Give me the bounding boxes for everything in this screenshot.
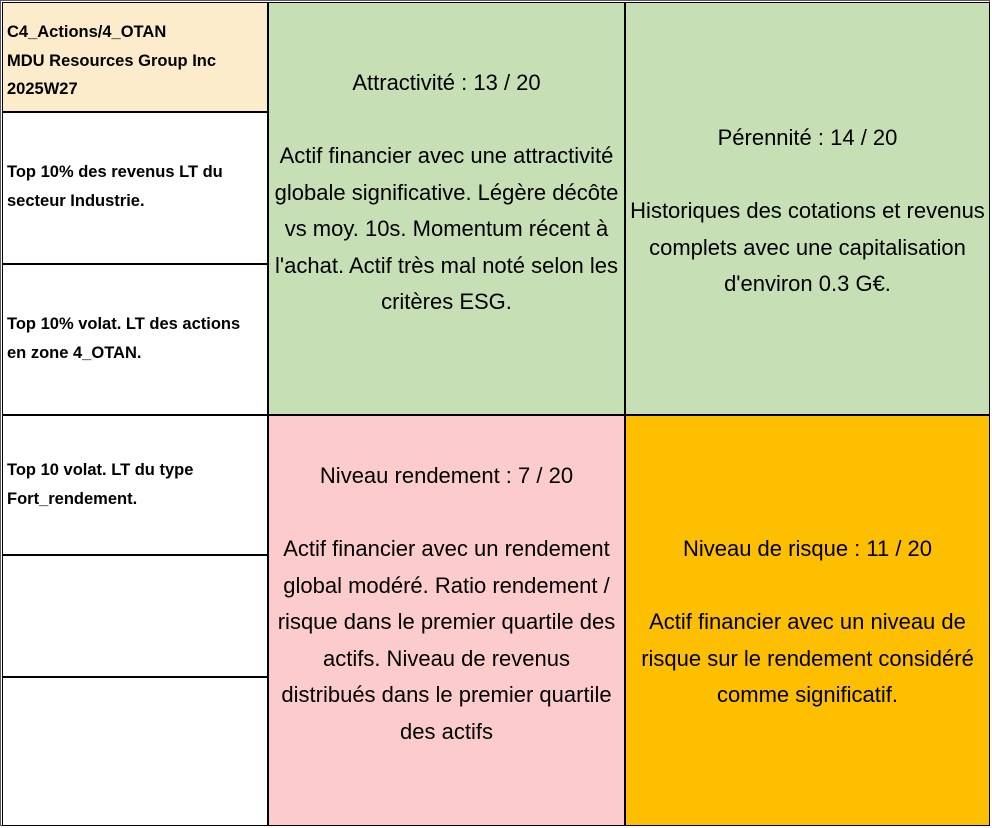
rendement-score: Niveau rendement : 7 / 20 — [319, 463, 574, 488]
rendement-text: Actif financier avec un rendement global modéré. Ratio rendement / risque dans le premier quartile des actifs. Niveau de revenus distribués dans le premier quartile des actifs — [277, 536, 616, 744]
attractivite-quadrant — [268, 2, 625, 415]
risque-text: Actif financier avec un niveau de risque sur le rendement considéré comme significatif. — [641, 609, 974, 707]
attractivite-text: Actif financier avec une attractivité globale significative. Légère décôte vs moy. 10s. Momentum récent à l'achat. Actif très mal noté selon les critères ESG. — [274, 143, 619, 314]
risque-quadrant — [625, 415, 990, 826]
asset-category: C4_Actions/4_OTAN — [7, 23, 167, 41]
attractivite-score: Attractivité : 13 / 20 — [352, 70, 541, 95]
side-note-cell-3 — [2, 415, 268, 555]
perennite-quadrant — [625, 2, 990, 415]
risque-score: Niveau de risque : 11 / 20 — [682, 536, 933, 561]
asset-week: 2025W27 — [7, 80, 78, 98]
side-note-cell-4 — [2, 555, 268, 677]
side-note-2: Top 10% volat. LT des actions en zone 4_OTAN. — [7, 315, 241, 362]
side-note-cell-5 — [2, 677, 268, 826]
asset-header — [7, 18, 263, 104]
rendement-quadrant — [268, 415, 625, 826]
side-note-cell-1 — [2, 112, 268, 264]
asset-header-cell — [2, 2, 268, 112]
side-note-cell-2 — [2, 264, 268, 415]
side-note-3: Top 10 volat. LT du type Fort_rendement. — [7, 461, 194, 508]
perennite-text: Historiques des cotations et revenus complets avec une capitalisation d'environ 0.3 G€. — [630, 198, 985, 296]
side-note-1: Top 10% des revenus LT du secteur Industrie. — [7, 163, 223, 210]
asset-name: MDU Resources Group Inc — [7, 51, 217, 70]
perennite-score: Pérennité : 14 / 20 — [717, 125, 898, 150]
